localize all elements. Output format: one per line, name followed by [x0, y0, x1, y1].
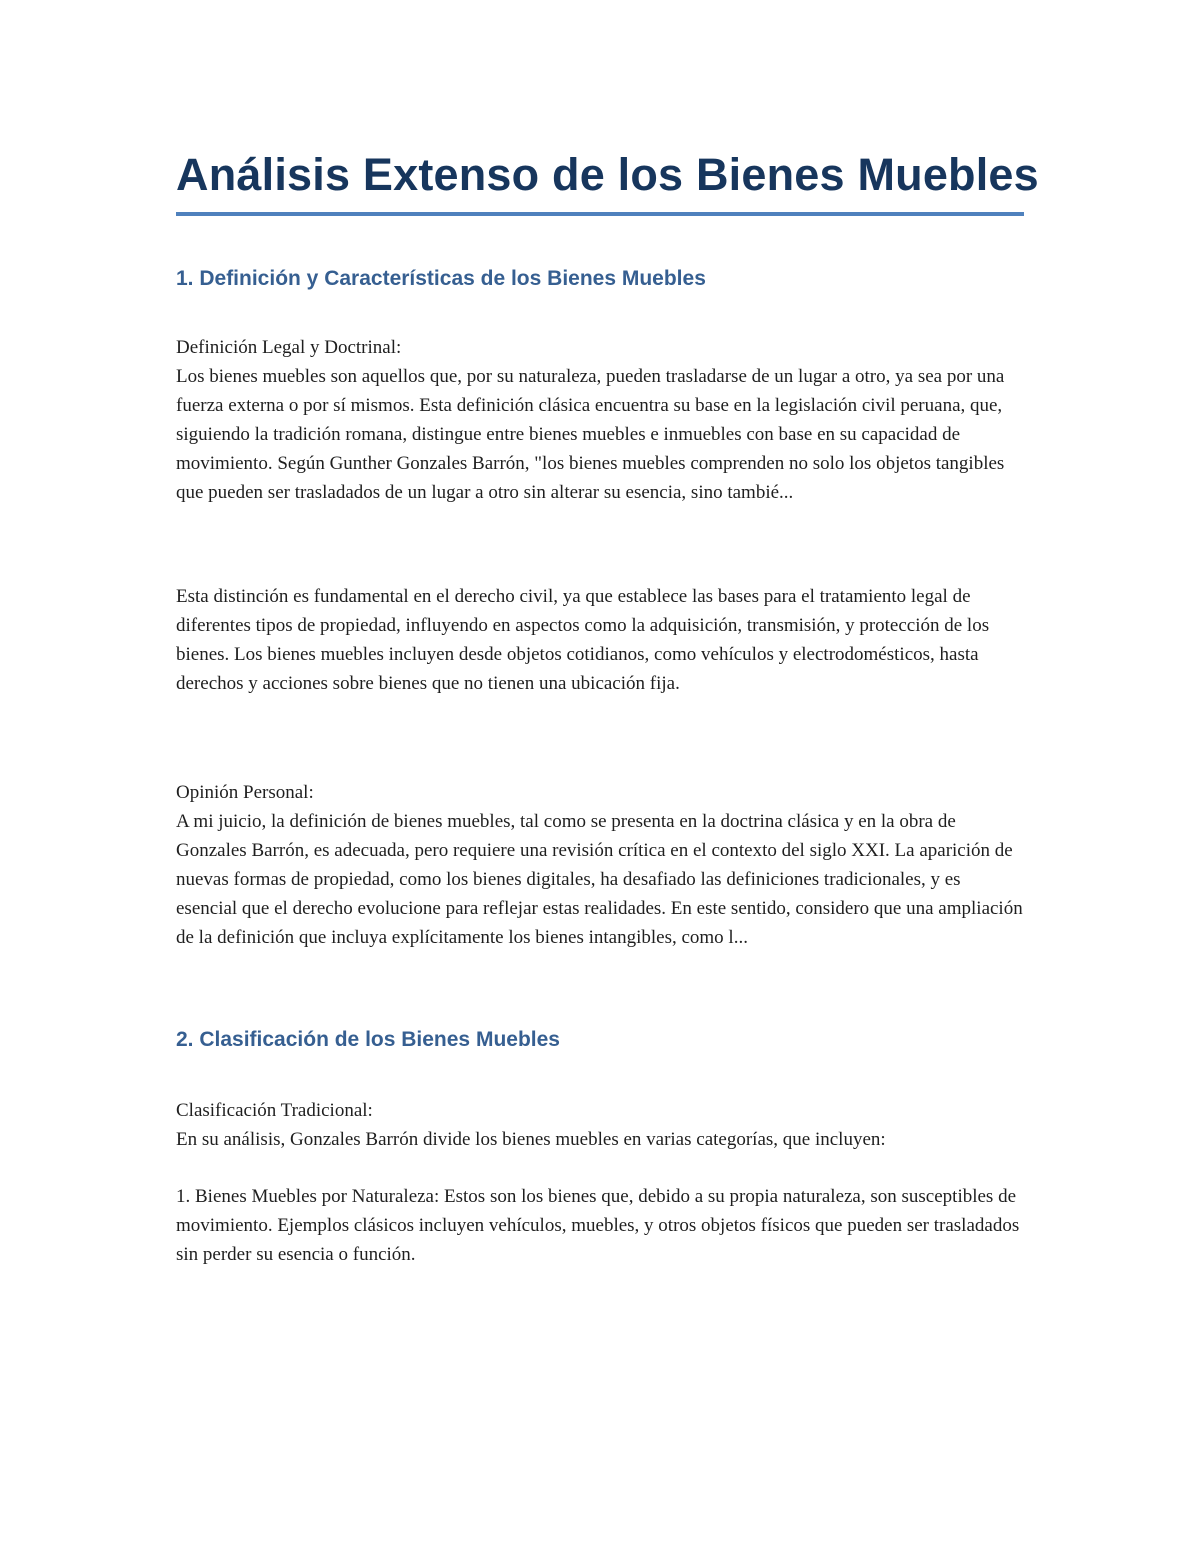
opinion-paragraph — [176, 778, 1026, 952]
traditional-classification-text: En su análisis, Gonzales Barrón divide los bienes muebles en varias categorías, que incluyen: — [176, 1129, 886, 1150]
distinction-paragraph: Esta distinción es fundamental en el derecho civil, ya que establece las bases para el tratamiento legal de diferentes tipos de propiedad, influyendo en aspectos como la adquisición, transmisión, y protección de los bienes. Los bienes muebles incluyen desde objetos cotidianos, como vehículos y electrodomésticos, hasta derechos y acciones sobre bienes que no tienen una ubicación fija. — [176, 586, 990, 694]
document-title: Análisis Extenso de los Bienes Muebles — [176, 149, 1039, 200]
list-item: 1. Bienes Muebles por Naturaleza: Estos son los bienes que, debido a su propia naturaleza, son susceptibles de movimiento. Ejemplos clásicos incluyen vehículos, muebles, y otros objetos físicos que pueden ser trasladados sin perder su esencia o función. — [176, 1186, 1020, 1265]
legal-definition-label: Definición Legal y Doctrinal: — [176, 337, 402, 358]
section-2-heading: 2. Clasificación de los Bienes Muebles — [176, 1028, 560, 1051]
traditional-classification-paragraph — [176, 1096, 1026, 1154]
document-body — [176, 140, 1039, 1269]
section-1-heading: 1. Definición y Características de los Bienes Muebles — [176, 267, 706, 290]
opinion-label: Opinión Personal: — [176, 782, 314, 803]
legal-definition-paragraph — [176, 333, 1026, 507]
title-underline — [176, 212, 1024, 216]
legal-definition-text: Los bienes muebles son aquellos que, por su naturaleza, pueden trasladarse de un lugar a otro, ya sea por una fuerza externa o por sí mismos. Esta definición clásica encuentra su base en la legislación civil peruana, que, siguiendo la tradición romana, distingue entre bienes muebles e inmuebles con base en su capacidad de movimiento. Según Gunther Gonzales Barrón, "los bienes muebles comprenden no solo los objetos tangibles que pueden ser trasladados de un lugar a otro sin alterar su esencia, sino tambié... — [176, 366, 1005, 503]
traditional-classification-label: Clasificación Tradicional: — [176, 1100, 373, 1121]
opinion-text: A mi juicio, la definición de bienes muebles, tal como se presenta en la doctrina clásica y en la obra de Gonzales Barrón, es adecuada, pero requiere una revisión crítica en el contexto del siglo XXI. La aparición de nuevas formas de propiedad, como los bienes digitales, ha desafiado las definiciones tradicionales, y es esencial que el derecho evolucione para reflejar estas realidades. En este sentido, considero que una ampliación de la definición que incluya explícitamente los bienes intangibles, como l... — [176, 811, 1023, 948]
